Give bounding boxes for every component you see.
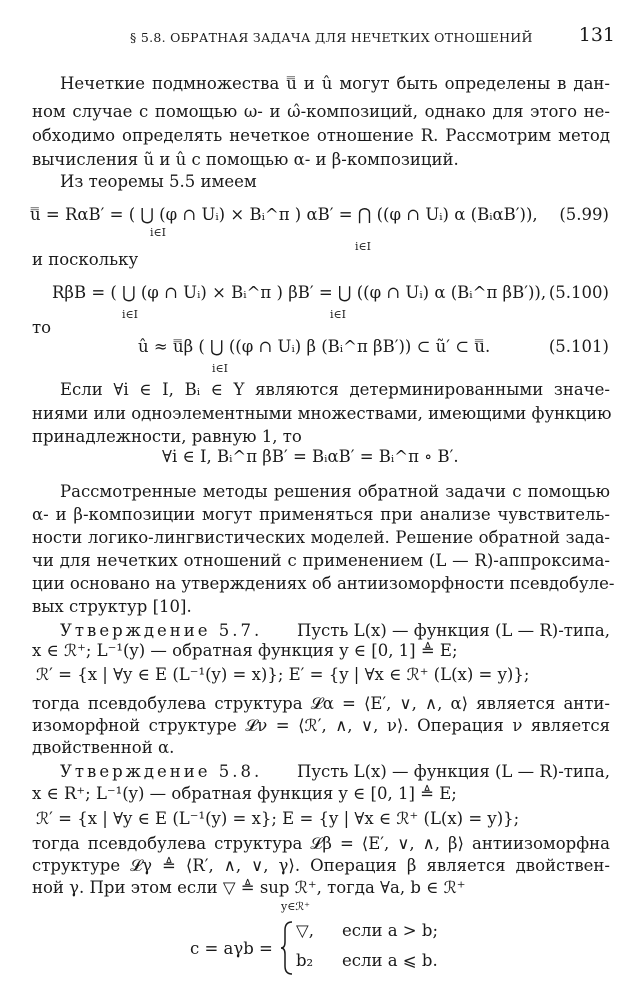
case-1-condition: если a > b;: [342, 921, 439, 940]
text-line: α- и β-композиции могут применяться при анализе чувствитель-: [32, 505, 610, 524]
text-line: x ∈ R⁺; L⁻¹(y) — обратная функция y ∈ [0, 1] ≜ E;: [32, 784, 457, 803]
sup-subscript: y∈ℛ⁺: [281, 900, 310, 913]
text-line: тогда псевдобулева структура 𝓛β = ⟨E′, ∨, ∧, β⟩ антиизоморфна: [32, 834, 610, 853]
equation-number: (5.100): [548, 283, 609, 302]
text-line: то: [32, 318, 52, 337]
text-line: ниями или одноэлементными множествами, имеющими функцию: [32, 404, 612, 423]
text-line: x ∈ ℛ⁺; L⁻¹(y) — обратная функция y ∈ [0, 1] ≜ E;: [32, 641, 458, 660]
text-line: принадлежности, равную 1, то: [32, 427, 302, 446]
text-line: структуре 𝓛γ ≜ ⟨R′, ∧, ∨, γ⟩. Операция β является двойствен-: [32, 856, 610, 875]
equation-number: (5.101): [548, 337, 609, 356]
text-line: обходимо определять нечеткое отношение R. Рассмотрим метод: [32, 126, 610, 145]
equation-5-99: [30, 204, 538, 226]
text-line: Нечеткие подмножества u̿ и û могут быть определены в дан-: [60, 74, 610, 93]
text-line: ности логико-лингвистических моделей. Решение обратной зада-: [32, 528, 610, 547]
page-number: 131: [578, 24, 615, 46]
case-1-value: ▽,: [296, 921, 314, 940]
claim-label: Утверждение 5.8.: [60, 762, 263, 781]
equation-subscript: i∈I: [330, 308, 347, 321]
cases-lhs: c = aγb =: [190, 939, 273, 958]
case-2-value: b₂: [296, 951, 314, 970]
claim-5-7-equation: ℛ′ = {x | ∀y ∈ E (L⁻¹(y) = x)}; E′ = {y | ∀x ∈ ℛ⁺ (L(x) = y)};: [36, 665, 530, 684]
text-line: вых структур [10].: [32, 597, 192, 616]
equation-subscript: i∈I: [122, 308, 139, 321]
claim-text: Пусть L(x) — функция (L — R)-типа,: [296, 762, 610, 781]
claim-label: Утверждение 5.7.: [60, 621, 263, 640]
claim-5-8-line: [60, 762, 610, 782]
text-line: ции основано на утверждениях об антиизоморфности псевдобуле-: [32, 574, 615, 593]
equation-body: û ≈ u̿β ( ⋃ ((φ ∩ Uᵢ) β (Bᵢ^π βB′)) ⊂ ũ′ ⊂ u̿.: [138, 337, 491, 356]
text-line: и поскольку: [32, 250, 139, 269]
equation-forall: ∀i ∈ I, Bᵢ^π βB′ = BᵢαB′ = Bᵢ^π ∘ B′.: [162, 447, 459, 466]
text-line: вычисления ũ и û с помощью α- и β-композиций.: [32, 150, 459, 169]
section-title: § 5.8. ОБРАТНАЯ ЗАДАЧА ДЛЯ НЕЧЕТКИХ ОТНОШЕНИЙ: [130, 30, 533, 45]
text-line: Из теоремы 5.5 имеем: [60, 172, 257, 191]
brace-icon: [280, 920, 294, 976]
text-line: Если ∀i ∈ I, Bᵢ ∈ Y являются детерминированными значе-: [60, 380, 610, 399]
text-line: двойственной α.: [32, 738, 175, 757]
text-line: чи для нечетких отношений с применением (L — R)-аппроксима-: [32, 551, 610, 570]
equation-subscript: i∈I: [355, 240, 372, 253]
case-2-condition: если a ⩽ b.: [342, 951, 438, 970]
text-line: тогда псевдобулева структура 𝓛α = ⟨E′, ∨, ∧, α⟩ является анти-: [32, 694, 610, 713]
equation-5-101: [138, 336, 490, 358]
equation-subscript: i∈I: [150, 226, 167, 239]
claim-5-8-equation: ℛ′ = {x | ∀y ∈ E (L⁻¹(y) = x}; E = {y | ∀x ∈ ℛ⁺ (L(x) = y)};: [36, 809, 520, 828]
equation-5-100: [52, 282, 546, 304]
text-line: изоморфной структуре 𝓛ν = ⟨ℛ′, ∧, ∨, ν⟩. Операция ν является: [32, 716, 610, 735]
text-line: ном случае с помощью ω- и ω̂-композиций, однако для этого не-: [32, 102, 610, 121]
running-header: [100, 24, 615, 50]
text-line: Рассмотренные методы решения обратной задачи с помощью: [60, 482, 610, 501]
claim-5-7-line: [60, 621, 610, 641]
text-line: ной γ. При этом если ▽ ≜ sup ℛ⁺, тогда ∀a, b ∈ ℛ⁺: [32, 878, 466, 897]
equation-body: u̿ = RαB′ = ( ⋃ (φ ∩ Uᵢ) × Bᵢ^π ) αB′ = ⋂ ((φ ∩ Uᵢ) α (BᵢαB′)),: [30, 205, 538, 224]
equation-number: (5.99): [559, 205, 609, 224]
equation-body: RβB = ( ⋃ (φ ∩ Uᵢ) × Bᵢ^π ) βB′ = ⋃ ((φ ∩ Uᵢ) α (Bᵢ^π βB′)),: [52, 283, 547, 302]
claim-text: Пусть L(x) — функция (L — R)-типа,: [296, 621, 610, 640]
equation-subscript: i∈I: [212, 362, 229, 375]
